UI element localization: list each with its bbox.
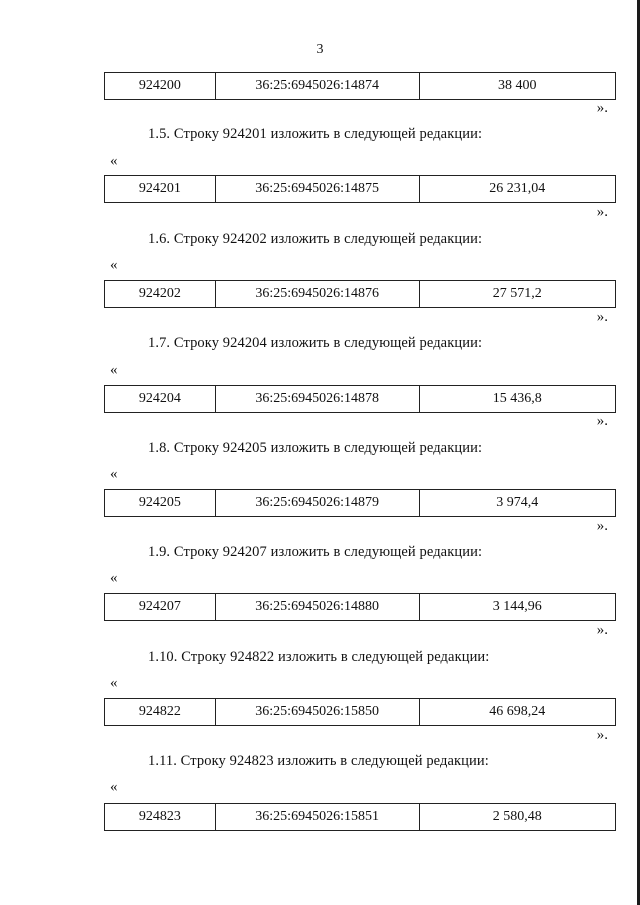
table-row [105,73,616,100]
table-row [105,490,616,517]
table-row [105,804,616,831]
row-cadastral-number: 36:25:6945026:15851 [215,804,419,831]
opening-quote: « [110,153,118,169]
row-table-924204 [104,385,616,413]
closing-quote: ». [596,622,608,638]
opening-quote: « [110,362,118,378]
row-table-924202 [104,280,616,308]
row-code: 924202 [105,281,216,308]
row-value: 27 571,2 [419,281,615,308]
page-number: 3 [316,42,324,57]
row-value: 3 144,96 [419,594,616,621]
table-row [105,699,616,726]
closing-quote: ». [596,204,608,220]
row-code: 924204 [105,386,216,413]
row-cadastral-number: 36:25:6945026:14875 [215,176,419,203]
row-table-924200 [104,72,616,100]
row-value: 46 698,24 [419,699,616,726]
opening-quote: « [110,466,118,482]
row-cadastral-number: 36:25:6945026:14878 [215,386,419,413]
section-heading: 1.7. Строку 924204 изложить в следующей редакции: [148,335,483,351]
table-row [105,176,616,203]
opening-quote: « [110,779,118,795]
row-table-924201 [104,175,616,203]
closing-quote: ». [596,100,608,116]
row-value: 38 400 [419,73,615,100]
row-value: 15 436,8 [419,386,615,413]
row-code: 924207 [105,594,216,621]
table-row [105,594,616,621]
table-row [105,281,616,308]
row-table-924822 [104,698,616,726]
row-value: 26 231,04 [419,176,616,203]
row-cadastral-number: 36:25:6945026:14879 [215,490,419,517]
row-cadastral-number: 36:25:6945026:14880 [215,594,419,621]
section-heading: 1.5. Строку 924201 изложить в следующей редакции: [148,126,483,142]
row-table-924205 [104,489,616,517]
section-heading: 1.9. Строку 924207 изложить в следующей редакции: [148,544,483,560]
opening-quote: « [110,257,118,273]
closing-quote: ». [596,518,608,534]
row-table-924823 [104,803,616,831]
table-row [105,386,616,413]
row-table-924207 [104,593,616,621]
opening-quote: « [110,570,118,586]
section-heading: 1.10. Строку 924822 изложить в следующей редакции: [148,649,490,665]
row-code: 924822 [105,699,216,726]
section-heading: 1.11. Строку 924823 изложить в следующей редакции: [148,753,489,769]
closing-quote: ». [596,413,608,429]
row-cadastral-number: 36:25:6945026:14874 [215,73,419,100]
row-code: 924200 [105,73,216,100]
section-heading: 1.6. Строку 924202 изложить в следующей редакции: [148,231,483,247]
row-cadastral-number: 36:25:6945026:15850 [215,699,419,726]
section-heading: 1.8. Строку 924205 изложить в следующей редакции: [148,440,483,456]
closing-quote: ». [596,309,608,325]
opening-quote: « [110,675,118,691]
row-code: 924205 [105,490,216,517]
closing-quote: ». [596,727,608,743]
row-code: 924823 [105,804,216,831]
row-value: 3 974,4 [419,490,615,517]
row-cadastral-number: 36:25:6945026:14876 [215,281,419,308]
row-value: 2 580,48 [419,804,616,831]
row-code: 924201 [105,176,216,203]
